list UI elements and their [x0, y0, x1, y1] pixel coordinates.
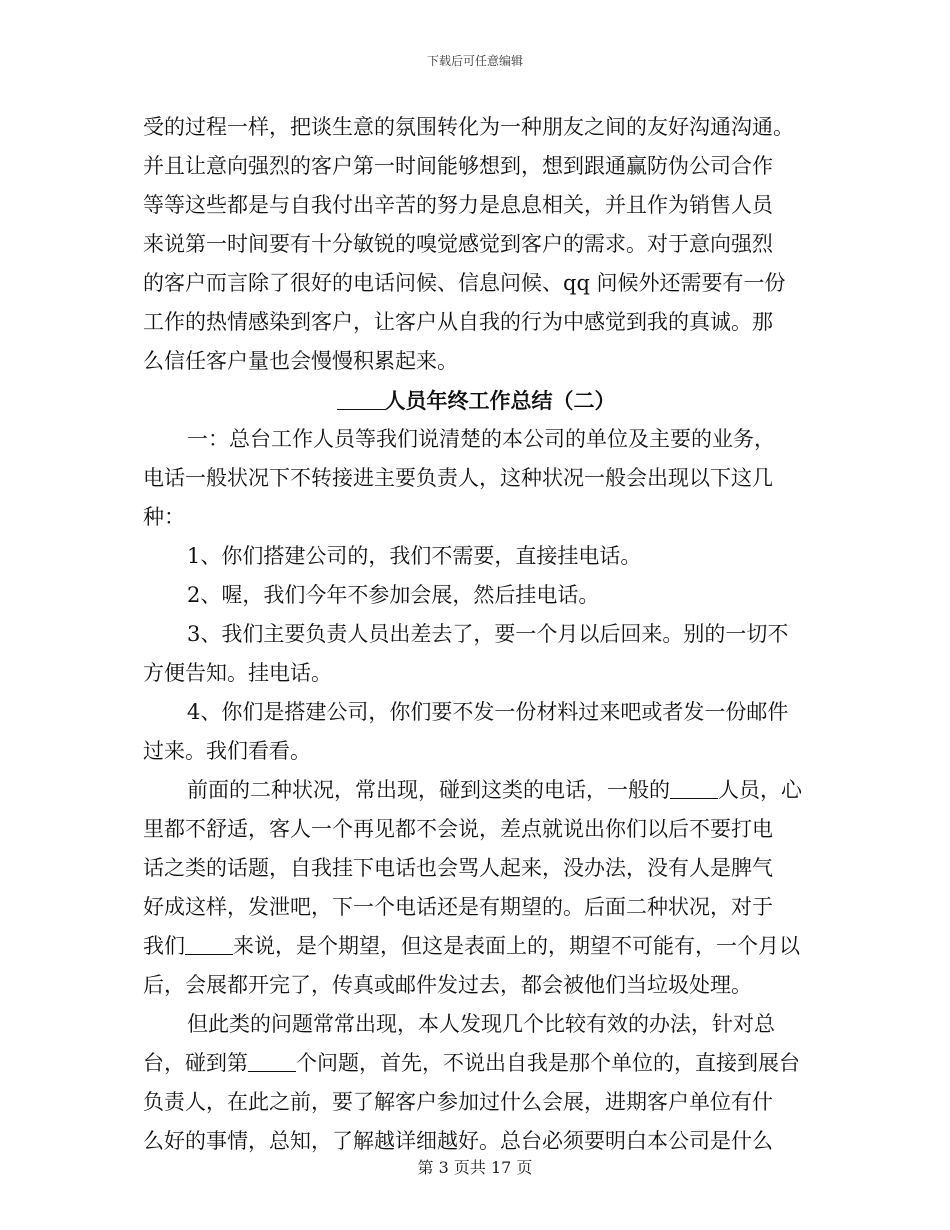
document-body: [143, 108, 809, 1161]
text-segment: 人员，心: [718, 778, 802, 802]
fill-blank: [670, 778, 718, 799]
text-segment: 台，碰到第: [143, 1051, 248, 1075]
text-segment: 我们: [143, 934, 185, 958]
text-segment: 来说，是个期望，但这是表面上的，期望不可能有，一个月以: [233, 934, 800, 958]
text-line: [143, 771, 809, 810]
text-line: 么好的事情，总知，了解越详细越好。总台必须要明白本公司是什么: [143, 1129, 773, 1153]
section-title-text: 人员年终工作总结（二）: [384, 388, 616, 413]
text-line: 好成这样，发泄吧，下一个电话还是有期望的。后面二种状况，对于: [143, 895, 773, 919]
text-line: 工作的热情感染到客户，让客户从自我的行为中感觉到我的真诚。那: [143, 310, 773, 334]
text-segment: 个问题，首先，不说出自我是那个单位的，直接到展台: [296, 1051, 800, 1075]
list-item: 1、你们搭建公司的，我们不需要，直接挂电话。: [187, 544, 642, 568]
text-line: [143, 1044, 809, 1083]
fill-blank: [185, 934, 233, 955]
text-line: 后，会展都开完了，传真或邮件发过去，都会被他们当垃圾处理。: [143, 973, 752, 997]
fill-blank: [248, 1051, 296, 1072]
text-line: 但此类的问题常常出现，本人发现几个比较有效的办法，针对总: [187, 1012, 775, 1036]
text-line: 并且让意向强烈的客户第一时间能够想到，想到跟通赢防伪公司合作: [143, 154, 773, 178]
text-line: 等等这些都是与自我付出辛苦的努力是息息相关，并且作为销售人员: [143, 193, 773, 217]
list-item-continuation: 过来。我们看看。: [143, 739, 311, 763]
text-line: 种：: [143, 505, 185, 529]
fill-blank: [337, 389, 385, 410]
text-line: 里都不舒适，客人一个再见都不会说，差点就说出你们以后不要打电: [143, 817, 773, 841]
text-line: 电话一般状况下不转接进主要负责人，这种状况一般会出现以下这几: [143, 466, 773, 490]
text-line: 么信任客户量也会慢慢积累起来。: [143, 349, 458, 373]
section-title: [143, 381, 809, 420]
list-item: 2、喔，我们今年不参加会展，然后挂电话。: [187, 583, 600, 607]
text-line: 负责人，在此之前，要了解客户参加过什么会展，进期客户单位有什: [143, 1090, 773, 1114]
page-number: 第 3 页共 17 页: [417, 1158, 533, 1177]
list-item-continuation: 方便告知。挂电话。: [143, 661, 332, 685]
page-header-note: 下载后可任意编辑: [426, 54, 523, 68]
text-segment: 前面的二种状况，常出现，碰到这类的电话，一般的: [187, 778, 670, 802]
text-line: 的客户而言除了很好的电话问候、信息问候、qq 问候外还需要有一份: [143, 271, 786, 295]
text-line: 受的过程一样，把谈生意的氛围转化为一种朋友之间的友好沟通沟通。: [143, 115, 794, 139]
list-item: 4、你们是搭建公司，你们要不发一份材料过来吧或者发一份邮件: [187, 700, 789, 724]
list-item: 3、我们主要负责人员出差去了，要一个月以后回来。别的一切不: [187, 622, 789, 646]
text-line: 一：总台工作人员等我们说清楚的本公司的单位及主要的业务，: [187, 427, 775, 451]
text-line: 话之类的话题，自我挂下电话也会骂人起来，没办法，没有人是脾气: [143, 856, 773, 880]
text-line: [143, 927, 809, 966]
text-line: 来说第一时间要有十分敏锐的嗅觉感觉到客户的需求。对于意向强烈: [143, 232, 773, 256]
